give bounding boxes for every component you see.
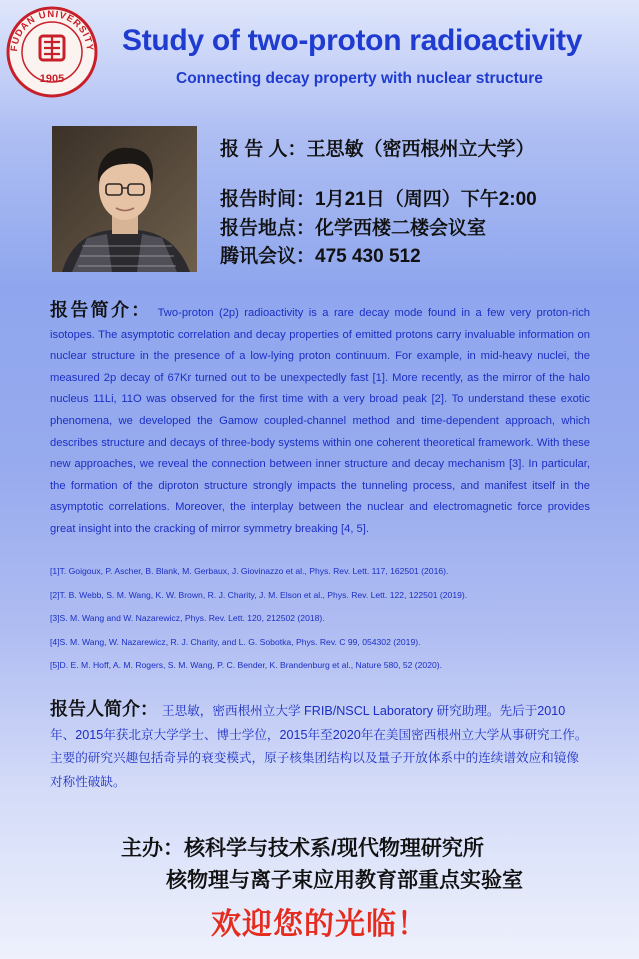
organizer-line-1: 主办：核科学与技术系/现代物理研究所 bbox=[121, 837, 484, 860]
abstract-text: Two-proton (2p) radioactivity is a rare decay mode found in a few very proton-rich isotopes. The asymptotic correlation and decay properties of emitted protons carry invaluable information on nuclear structure in the presence of a low-lying proton continuum. For example, in mid-heavy nuclei, the measured 2p decay of 67Kr turned out to be unexpectedly fast [1]. More recently, as the mirror of the halo nucleus 11Li, 11O was observed for the first time with a very broad peak [2]. To understand these exotic phenomena, we developed the Gamow coupled-channel method and time-dependent approach, which describes structure and decays of three-body systems within one coherent theoretical framework. With these new approaches, we reveal the connection between inner structure and decay mechanism [3]. In particular, the formation of the diproton structure strongly impacts the tunneling process, and manifest itself in the asymptotic correlations. Moreover, the interplay between the nuclear and electromagnetic force provides great insight into the cracking of mirror symmetry breaking [4, 5]. bbox=[50, 307, 591, 535]
university-logo bbox=[6, 6, 98, 98]
speaker-photo bbox=[52, 126, 197, 272]
logo-ring-text: FUDAN UNIVERSITY bbox=[8, 8, 96, 53]
reference-item: [2]T. B. Webb, S. M. Wang, K. W. Brown, R. J. Charity, J. M. Elson et al., Phys. Rev. Lett. 122, 122501 (2019). bbox=[50, 589, 468, 600]
organizer-line-2: 核物理与离子束应用教育部重点实验室 bbox=[166, 869, 523, 892]
abstract-heading: 报告简介： bbox=[50, 300, 152, 320]
reference-item: [3]S. M. Wang and W. Nazarewicz, Phys. Rev. Lett. 120, 212502 (2018). bbox=[50, 613, 325, 623]
logo-year: 1905 bbox=[39, 73, 65, 85]
reference-item: [1]T. Goigoux, P. Ascher, B. Blank, M. Gerbaux, J. Giovinazzo et al., Phys. Rev. Lett. 117, 162501 (2016). bbox=[50, 566, 449, 576]
welcome-message: 欢迎您的光临！ bbox=[211, 908, 428, 941]
poster-title: Study of two-proton radioactivity bbox=[122, 24, 583, 57]
abstract-section bbox=[50, 300, 590, 541]
bio-heading: 报告人简介： bbox=[50, 699, 158, 719]
poster-subtitle: Connecting decay property with nuclear structure bbox=[176, 70, 543, 87]
reference-item: [5]D. E. M. Hoff, A. M. Rogers, S. M. Wang, P. C. Bender, K. Brandenburg et al., Nature 580, 52 (2020). bbox=[50, 660, 443, 670]
bio-section bbox=[50, 698, 590, 794]
speaker-line: 报 告 人：王思敏（密西根州立大学） bbox=[220, 139, 535, 160]
reference-list bbox=[50, 566, 610, 684]
bio-text: 王思敏，密西根州立大学 FRIB/NSCL Laboratory 研究助理。先后于2010年、2015年获北京大学学士、博士学位，2015年至2020年在美国密西根州立大学从事研究工作。主要的研究兴趣包括奇异的衰变模式，原子核集团结构以及量子开放体系中的连续谱效应和镜像对称性破缺。 bbox=[50, 704, 588, 789]
time-line: 报告时间：1月21日（周四）下午2:00 bbox=[220, 189, 537, 210]
reference-item: [4]S. M. Wang, W. Nazarewicz, R. J. Charity, and L. G. Sobotka, Phys. Rev. C 99, 054302 (2019). bbox=[50, 636, 421, 647]
place-line: 报告地点：化学西楼二楼会议室 bbox=[220, 218, 487, 239]
meeting-line: 腾讯会议：475 430 512 bbox=[220, 246, 421, 267]
